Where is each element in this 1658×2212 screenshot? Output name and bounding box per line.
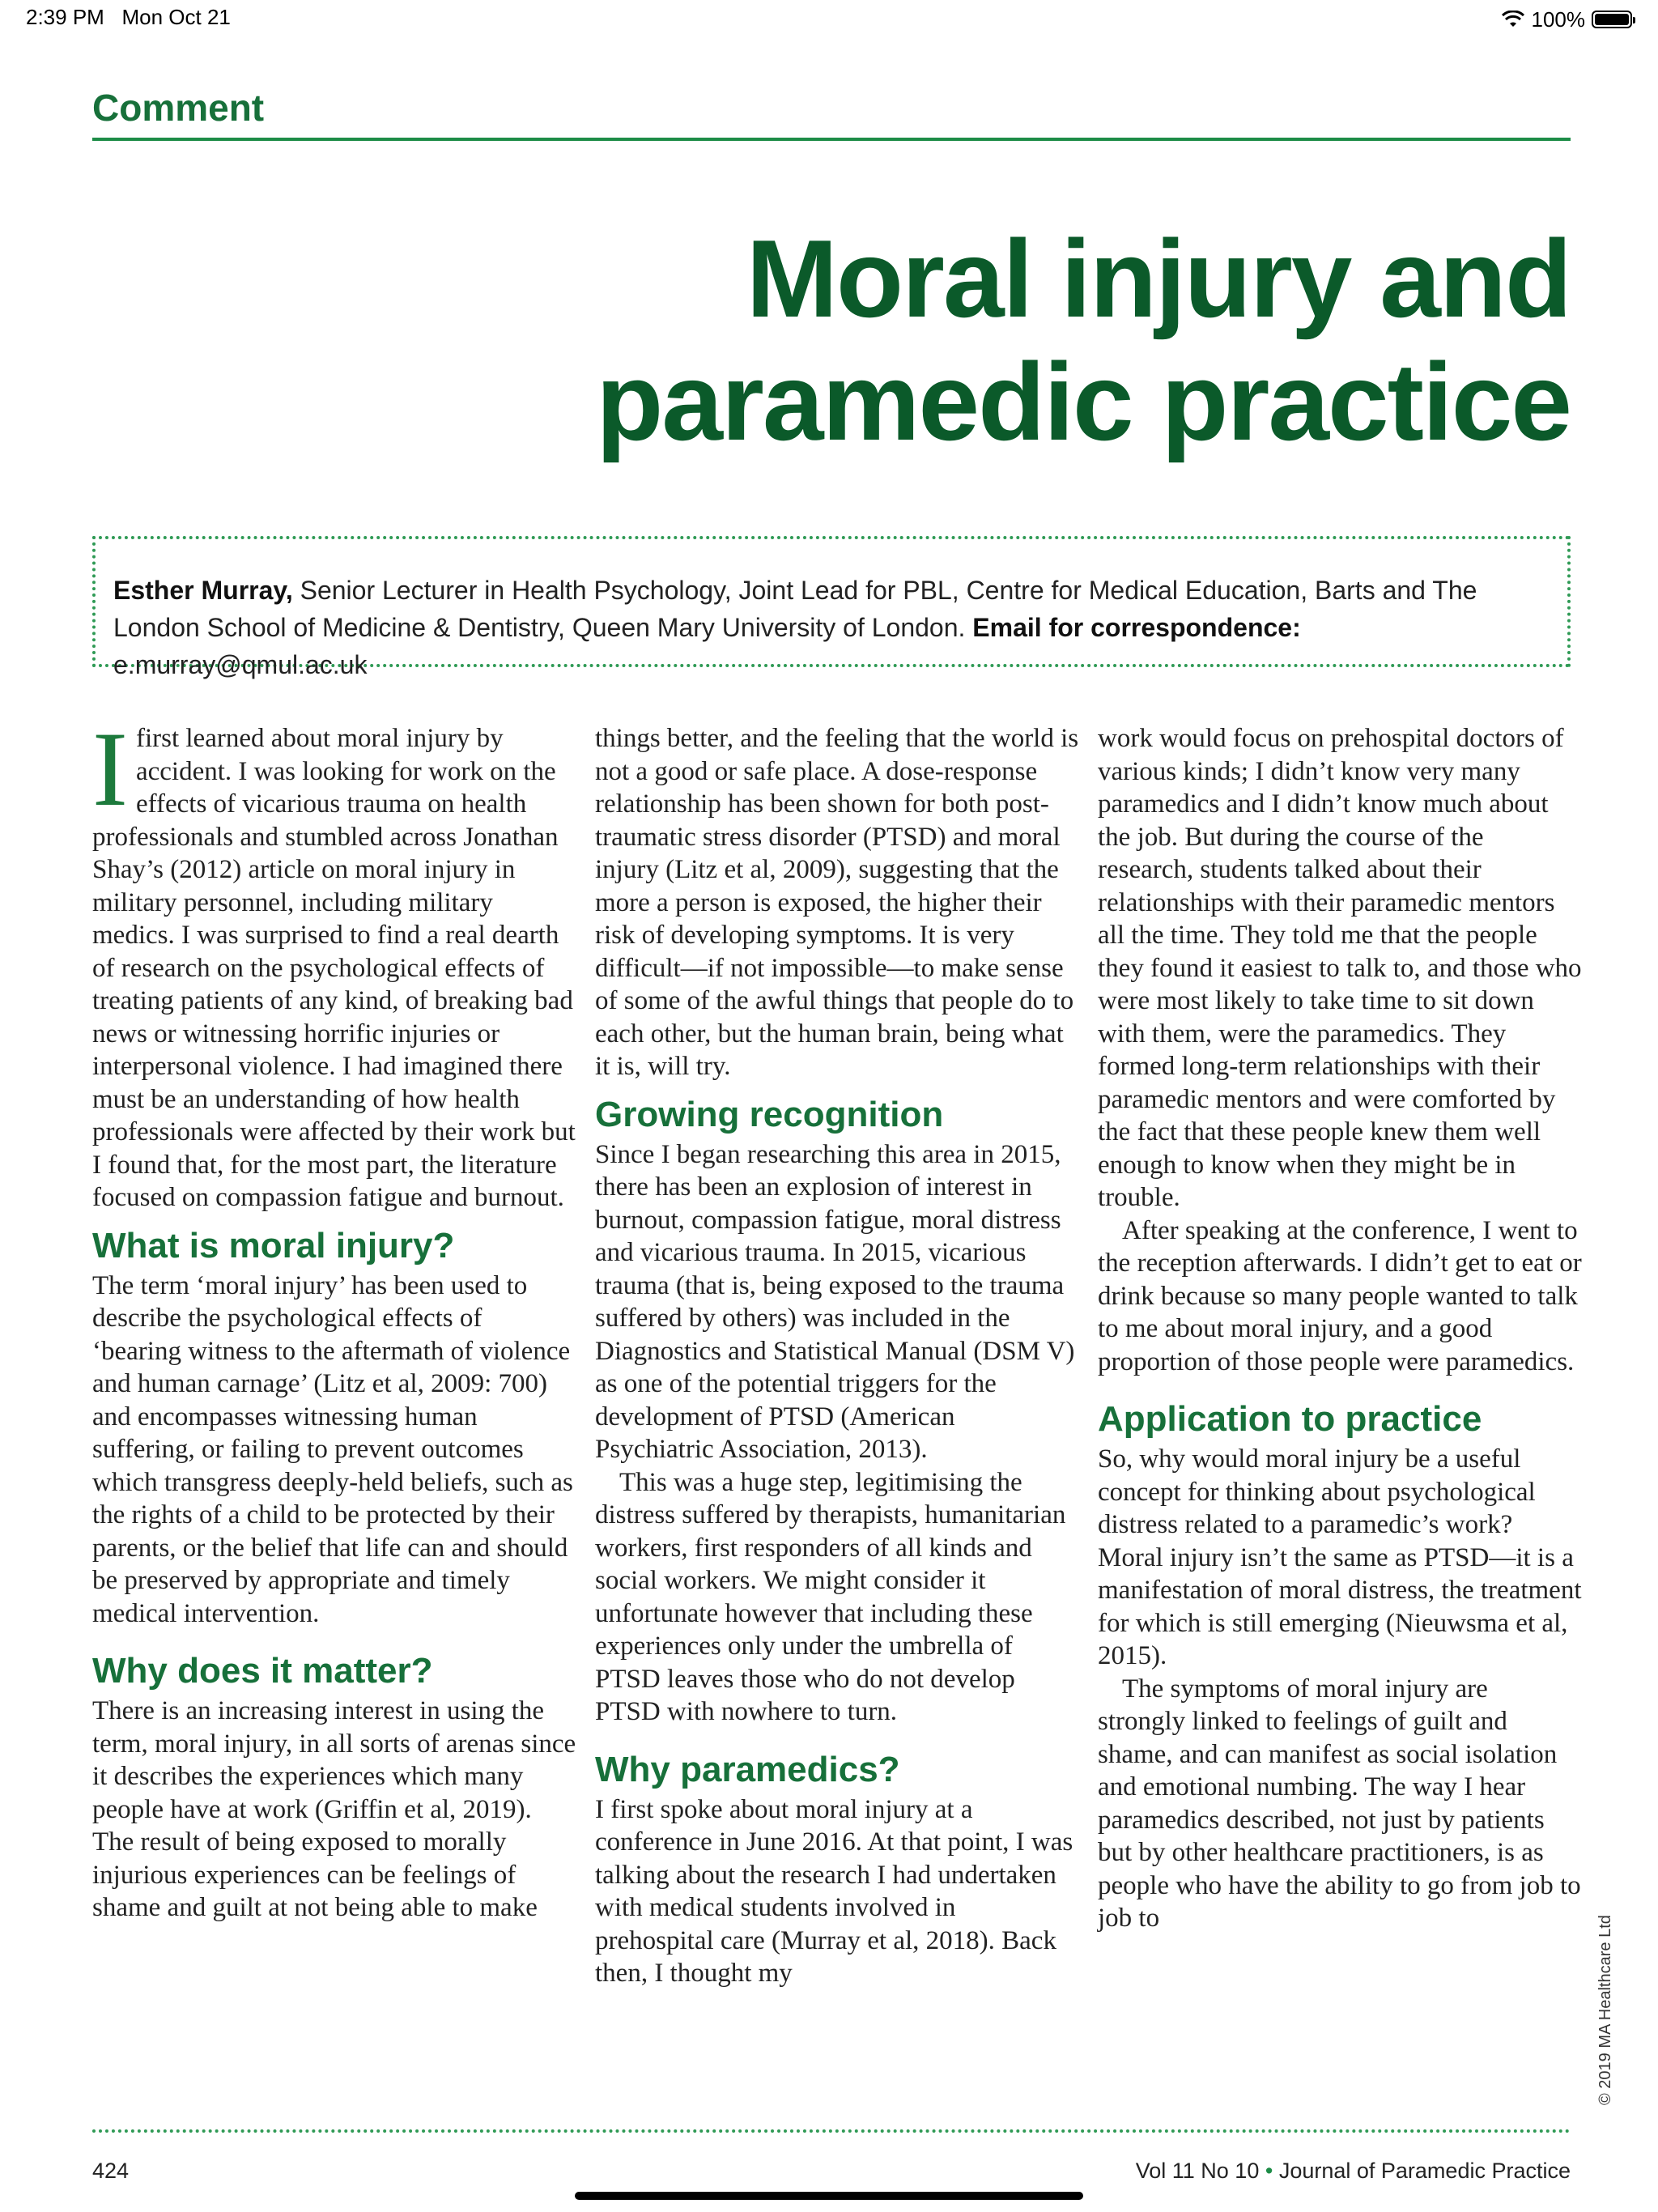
wifi-icon	[1501, 11, 1525, 28]
journal-name: Journal of Paramedic Practice	[1278, 2159, 1571, 2183]
journal-issue: Vol 11 No 10	[1135, 2159, 1260, 2183]
title-line-1: Moral injury and	[746, 217, 1571, 340]
column-1	[92, 709, 576, 1925]
battery-percentage: 100%	[1531, 6, 1585, 32]
paragraph: After speaking at the conference, I went to the reception afterwards. I didn’t get to eat or drink because so many people wanted to talk to me about moral injury, and a good proportion of those people were paramedics.	[1098, 1215, 1582, 1376]
copyright-notice: © 2019 MA Healthcare Ltd	[1596, 1915, 1614, 2105]
heading-what-is-moral-injury: What is moral injury?	[92, 1225, 455, 1266]
author-affiliation: Senior Lecturer in Health Psychology, Joint Lead for PBL, Centre for Medical Education, Barts and The London School of Medicine & Dentistry, Queen Mary University of London.	[113, 576, 1477, 642]
heading-application-to-practice: Application to practice	[1098, 1399, 1482, 1439]
footer-divider	[92, 2129, 1571, 2133]
bullet-icon: •	[1265, 2159, 1273, 2183]
heading-why-paramedics: Why paramedics?	[595, 1749, 900, 1789]
paragraph: The term ‘moral injury’ has been used to describe the psychological effects of ‘bearing witness to the aftermath of violence and human carnage’ (Litz et al, 2009: 700) and encompasses witnessing human suffering, or failing to prevent outcomes which transgress deeply-held beliefs, such as the rights of a child to be protected by their parents, or the belief that life can and should be preserved by appropriate and timely medical intervention.	[92, 1270, 573, 1628]
status-date-text: Mon Oct 21	[121, 5, 231, 29]
paragraph: Since I began researching this area in 2015, there has been an explosion of interest in burnout, compassion fatigue, moral distress and vicarious trauma. In 2015, vicarious trauma (that is, being exposed to the trauma suffered by others) was included in the Diagnostics and Statistical Manual (DSM V) as one of the potential triggers for the development of PTSD (American Psychiatric Association, 2013).	[595, 1139, 1075, 1464]
status-time-text: 2:39 PM	[26, 5, 104, 29]
journal-footer	[1136, 2159, 1571, 2184]
paragraph: There is an increasing interest in using the term, moral injury, in all sorts of arenas since it describes the experiences which many people have at work (Griffin et al, 2019). The result of being exposed to morally injurious experiences can be feelings of shame and guilt at not being able to make	[92, 1696, 576, 1922]
paragraph-text: first learned about moral injury by accident. I was looking for work on the effects of vicarious trauma on health professionals and stumbled across Jonathan Shay’s (2012) article on moral injury in military personnel, including military medics. I was surprised to find a real dearth of research on the psychological effects of treating patients of any kind, of breaking bad news or witnessing horrific injuries or interpersonal violence. I had imagined there must be an understanding of how health professionals were affected by their work but I found that, for the most part, the literature focused on compassion fatigue and burnout.	[92, 724, 576, 1212]
paragraph: The symptoms of moral injury are strongly linked to feelings of guilt and shame, and can manifest as social isolation and emotional numbing. The way I hear paramedics described, not just by patients but by other healthcare practitioners, is as people who have the ability to go from job to job to	[1098, 1674, 1581, 1933]
status-bar	[0, 0, 1658, 39]
author-name: Esther Murray,	[113, 576, 293, 605]
home-indicator[interactable]	[575, 2192, 1083, 2200]
email-label: Email for correspondence:	[972, 613, 1301, 642]
section-rule	[92, 138, 1571, 141]
title-line-2: paramedic practice	[596, 340, 1571, 463]
paragraph: So, why would moral injury be a useful concept for thinking about psychological distress related to a paramedic’s work? Moral injury isn’t the same as PTSD—it is a manifestation of moral distress, the treatment for which is still emerging (Nieuwsma et al, 2015).	[1098, 1444, 1582, 1670]
column-2	[595, 722, 1079, 1990]
paragraph	[92, 709, 576, 1214]
author-email[interactable]: e.murray@qmul.ac.uk	[113, 650, 368, 679]
paragraph: I first spoke about moral injury at a conference in June 2016. At that point, I was talking about the research I had undertaken with medical students involved in prehospital care (Murray et al, 2018). Back then, I thought my	[595, 1794, 1073, 1988]
status-right	[1501, 5, 1633, 34]
heading-growing-recognition: Growing recognition	[595, 1094, 944, 1134]
battery-icon	[1592, 11, 1632, 28]
column-3	[1098, 722, 1582, 1935]
paragraph: things better, and the feeling that the world is not a good or safe place. A dose-response relationship has been shown for both post-traumatic stress disorder (PTSD) and moral injury (Litz et al, 2009), suggesting that the more a person is exposed, the higher their risk of developing symptoms. It is very difficult—if not impossible—to make sense of some of the awful things that people do to each other, but the human brain, being what it is, will try.	[595, 724, 1079, 1081]
status-time	[26, 5, 231, 30]
drop-cap: I	[92, 709, 128, 828]
paragraph: This was a huge step, legitimising the distress suffered by therapists, humanitarian workers, first responders of all kinds and social workers. We might consider it unfortunate however that including these experiences only under the umbrella of PTSD leaves those who do not develop PTSD with nowhere to turn.	[595, 1467, 1066, 1726]
paragraph: work would focus on prehospital doctors of various kinds; I didn’t know very many paramedics and I didn’t know much about the job. But during the course of the research, students talked about their relationships with their paramedic mentors all the time. They told me that the people they found it easiest to talk to, and those who were most likely to take time to sit down with them, were the paramedics. They formed long-term relationships with their paramedic mentors and were comforted by the fact that these people knew them well enough to know when they might be in trouble.	[1098, 724, 1582, 1212]
section-label: Comment	[92, 87, 265, 129]
article-title	[596, 217, 1571, 463]
page-number: 424	[92, 2159, 130, 2183]
author-box	[92, 536, 1571, 679]
heading-why-does-it-matter: Why does it matter?	[92, 1651, 433, 1691]
